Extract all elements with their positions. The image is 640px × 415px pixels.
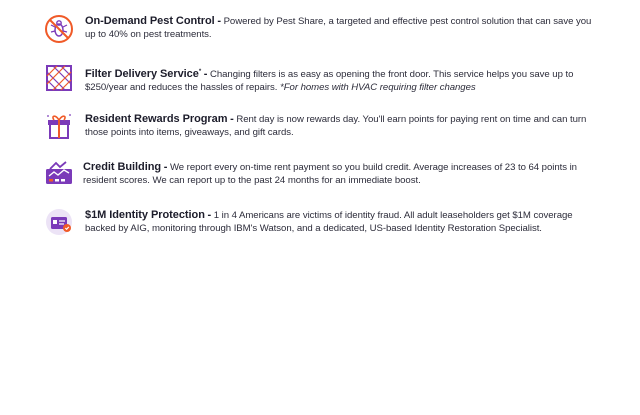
title-separator: - [230, 113, 234, 125]
benefit-credit-building [44, 159, 593, 189]
title-separator: - [163, 161, 168, 173]
benefit-text [85, 113, 595, 139]
no-bug-icon [44, 14, 74, 44]
benefit-description: Changing filters is as easy as opening the front door. This service helps you save up to $250/year and reduces the hassles of repairs. [85, 69, 574, 93]
gift-icon [44, 111, 74, 141]
footnote-mark: * [198, 69, 202, 75]
benefit-title: Resident Rewards Program [85, 113, 228, 125]
credit-score-icon [44, 159, 74, 189]
benefit-text [85, 66, 595, 94]
benefit-text [85, 209, 600, 235]
benefit-resident-rewards [44, 111, 595, 141]
benefit-description: Powered by Pest Share, a targeted and effective pest control solution that can save you up to 40% on pest treatments. [85, 16, 592, 40]
benefit-title: Credit Building [83, 161, 162, 173]
benefit-pest-control [44, 14, 595, 44]
benefit-title: $1M Identity Protection [85, 209, 205, 221]
benefit-description: Rent day is now rewards day. You'll earn points for paying rent on time and can turn those points into items, giveaways, and gift cards. [85, 114, 587, 138]
benefit-title: On-Demand Pest Control [85, 15, 215, 27]
title-separator: - [203, 68, 208, 81]
title-separator: - [217, 15, 221, 27]
benefit-description: 1 in 4 Americans are victims of identity fraud. All adult leaseholders get $1M coverage backed by AIG, monitoring through IBM's Watson, and a dedicated, US-based Identity Restoration Specialist. [85, 210, 573, 234]
benefit-text [85, 15, 595, 41]
title-separator: - [207, 209, 212, 221]
benefit-description: We report every on-time rent payment so you build credit. Average increases of 23 to 64 points in resident scores. We can report up to the past 24 months for an immediate boost. [83, 162, 577, 186]
benefit-filter-delivery [44, 63, 595, 94]
identity-protection-icon [44, 207, 74, 237]
benefit-text [83, 161, 593, 187]
air-filter-icon [44, 63, 74, 93]
benefit-identity-protection [44, 207, 600, 237]
benefit-title: Filter Delivery Service [85, 68, 199, 81]
benefit-footnote: *For homes with HVAC requiring filter changes [280, 81, 476, 93]
